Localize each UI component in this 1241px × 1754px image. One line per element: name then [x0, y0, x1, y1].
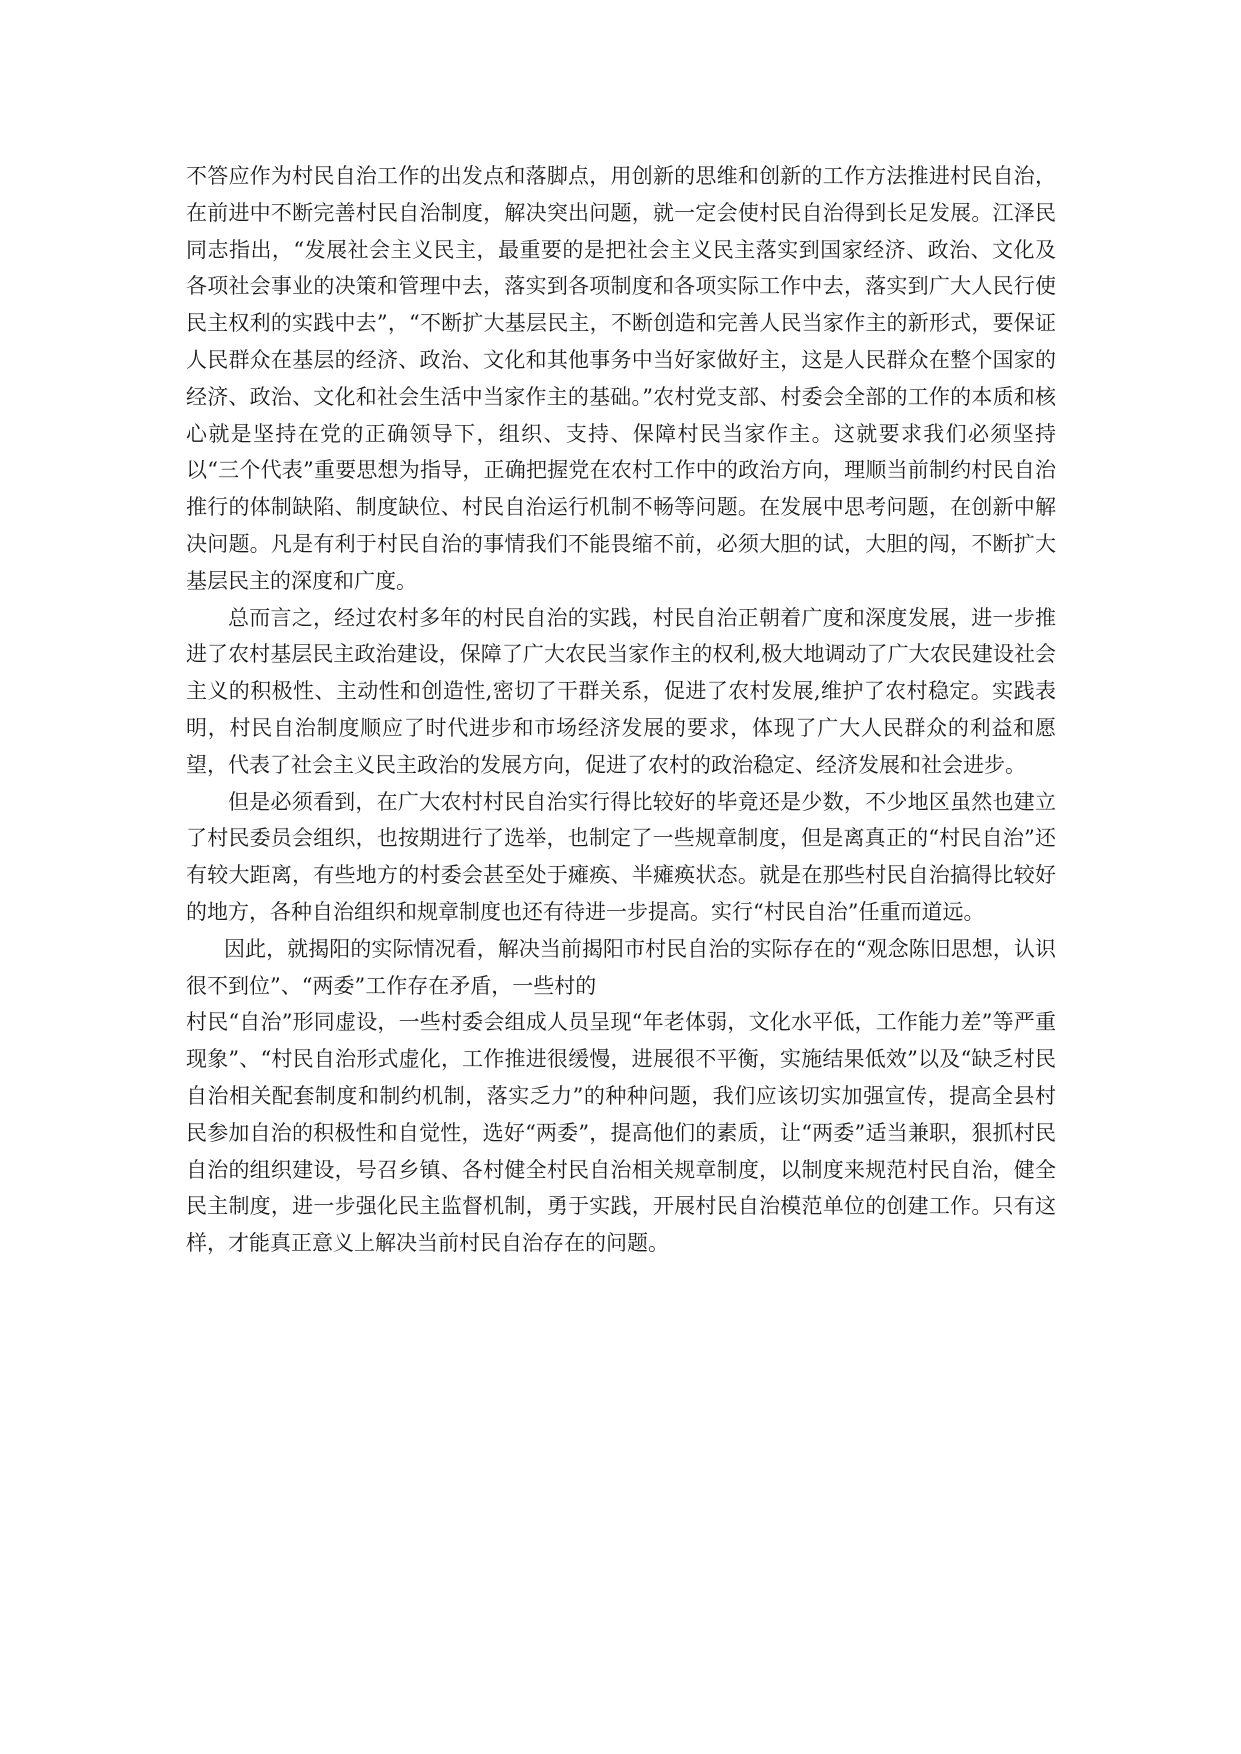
paragraph-however: 但是必须看到，在广大农村村民自治实行得比较好的毕竟还是少数，不少地区虽然也建立了村民委员会组织，也按期进行了选举，也制定了一些规章制度，但是离真正的“村民自治”还有较大距离，有些地方的村委会甚至处于瘫痪、半瘫痪状态。就是在那些村民自治搞得比较好的地方，各种自治组织和规章制度也还有待进一步提高。实行“村民自治”任重而道远。: [186, 789, 1056, 924]
body-text: [186, 158, 1056, 1262]
paragraph-therefore-continued: 村民“自治”形同虚设，一些村委会组成人员呈现“年老体弱，文化水平低，工作能力差”等严重现象”、“村民自治形式虚化，工作推进很缓慢，进展很不平衡，实施结果低效”以及“缺乏村民自治相关配套制度和制约机制，落实乏力”的种种问题，我们应该切实加强宣传，提高全县村民参加自治的积极性和自觉性，选好“两委”，提高他们的素质，让“两委”适当兼职，狠抓村民自治的组织建设，号召乡镇、各村健全村民自治相关规章制度，以制度来规范村民自治，健全民主制度，进一步强化民主监督机制，勇于实践，开展村民自治模范单位的创建工作。只有这样，才能真正意义上解决当前村民自治存在的问题。: [186, 1010, 1056, 1256]
paragraph-continuation: 不答应作为村民自治工作的出发点和落脚点，用创新的思维和创新的工作方法推进村民自治，在前进中不断完善村民自治制度，解决突出问题，就一定会使村民自治得到长足发展。江泽民同志指出，“发展社会主义民主，最重要的是把社会主义民主落实到国家经济、政治、文化及各项社会事业的决策和管理中去，落实到各项制度和各项实际工作中去，落实到广大人民行使民主权利的实践中去”，“不断扩大基层民主，不断创造和完善人民当家作主的新形式，要保证人民群众在基层的经济、政治、文化和其他事务中当好家做好主，这是人民群众在整个国家的经济、政治、文化和社会生活中当家作主的基础。”农村党支部、村委会全部的工作的本质和核心就是坚持在党的正确领导下，组织、支持、保障村民当家作主。这就要求我们必须坚持以“三个代表”重要思想为指导，正确把握党在农村工作中的政治方向，理顺当前制约村民自治推行的体制缺陷、制度缺位、村民自治运行机制不畅等问题。在发展中思考问题，在创新中解决问题。凡是有利于村民自治的事情我们不能畏缩不前，必须大胆的试，大胆的闯，不断扩大基层民主的深度和广度。: [186, 164, 1056, 593]
paragraph-therefore: 因此，就揭阳的实际情况看，解决当前揭阳市村民自治的实际存在的“观念陈旧思想，认识很不到位”、“两委”工作存在矛盾，一些村的: [186, 936, 1056, 998]
paragraph-summary: 总而言之，经过农村多年的村民自治的实践，村民自治正朝着广度和深度发展，进一步推进了农村基层民主政治建设，保障了广大农民当家作主的权利,极大地调动了广大农民建设社会主义的积极性、主动性和创造性,密切了干群关系，促进了农村发展,维护了农村稳定。实践表明，村民自治制度顺应了时代进步和市场经济发展的要求，体现了广大人民群众的利益和愿望，代表了社会主义民主政治的发展方向，促进了农村的政治稳定、经济发展和社会进步。: [186, 605, 1056, 777]
